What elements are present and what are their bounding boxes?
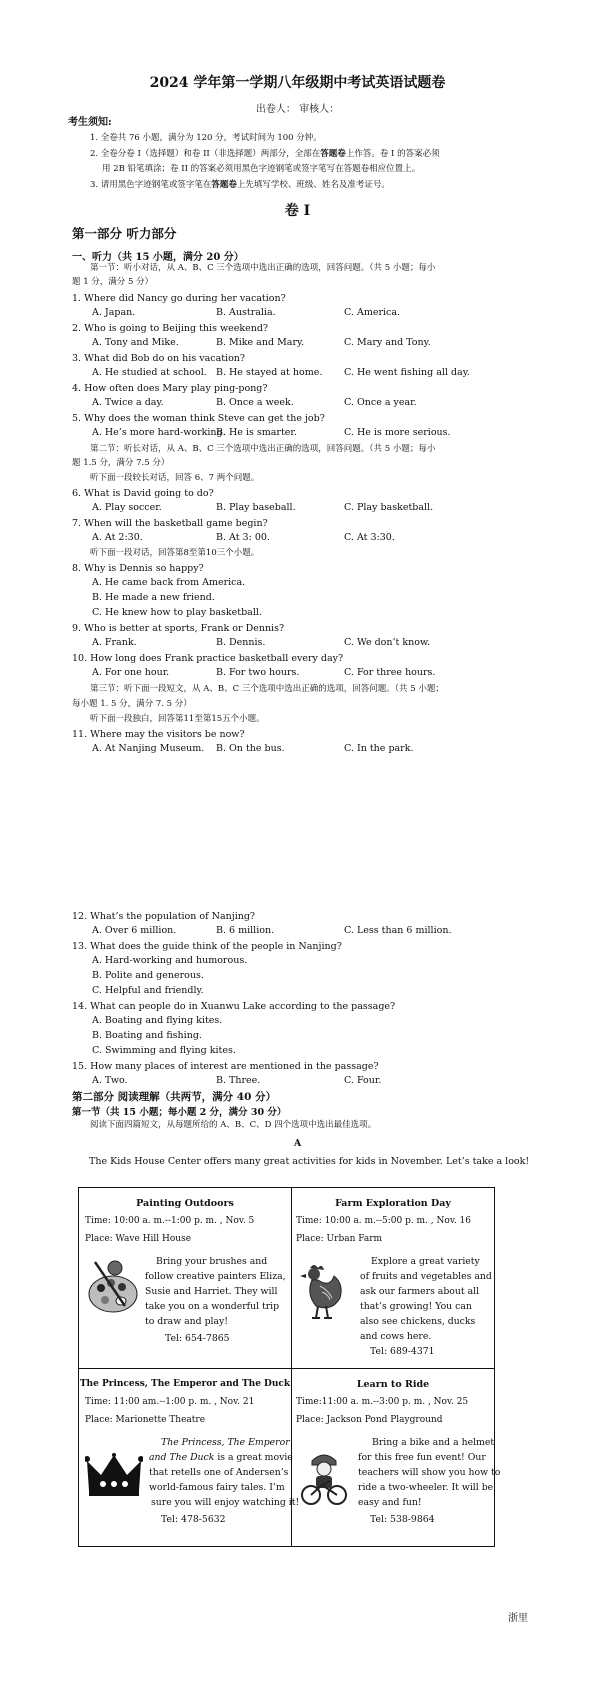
activity-time: Time: 10:00 a. m.--5:00 p. m. , Nov. 16 bbox=[296, 1216, 472, 1226]
question-text: 6. What is David going to do? bbox=[72, 488, 214, 499]
activity-place: Place: Urban Farm bbox=[296, 1234, 383, 1244]
reading-section-heading: 第一节（共 15 小题；每小题 2 分，满分 30 分） bbox=[72, 1107, 287, 1118]
option-a: A. He’s more hard-working. bbox=[92, 427, 226, 438]
activity-desc-line: and The Duck is a great movie bbox=[149, 1452, 293, 1463]
option-c: C. Swimming and flying kites. bbox=[92, 1045, 236, 1056]
notice-item-2a: 2. 全卷分卷 I（选择题）和卷 II（非选择题）两部分，全部在答题卷上作答。卷 I 的答案必须 bbox=[90, 149, 440, 159]
activity-tel: Tel: 538-9864 bbox=[370, 1514, 435, 1525]
activity-place: Place: Marionette Theatre bbox=[85, 1415, 206, 1425]
chicken-icon bbox=[296, 1260, 346, 1322]
option-c: C. For three hours. bbox=[344, 667, 436, 678]
option-b: B. He is smarter. bbox=[216, 427, 297, 438]
option-a: A. Japan. bbox=[92, 307, 136, 318]
option-c: C. We don’t know. bbox=[344, 637, 430, 648]
option-c: C. Once a year. bbox=[344, 397, 417, 408]
option-b: B. Play baseball. bbox=[216, 502, 296, 513]
option-a: A. Hard-working and humorous. bbox=[92, 955, 248, 966]
option-c: C. He is more serious. bbox=[344, 427, 451, 438]
activity-desc-line: that’s growing! You can bbox=[360, 1301, 472, 1312]
section2-note-1: 听下面一段较长对话，回答 6、7 两个问题。 bbox=[90, 473, 260, 483]
option-c: C. America. bbox=[344, 307, 401, 318]
activity-title: Farm Exploration Day bbox=[335, 1198, 451, 1209]
notice-item-1: 1. 全卷共 76 小题，满分为 120 分，考试时间为 100 分钟。 bbox=[90, 133, 322, 143]
section2-note-2: 听下面一段对话，回答第8至第10三个小题。 bbox=[90, 548, 260, 558]
activity-desc-line: for this free fun event! Our bbox=[358, 1452, 486, 1463]
option-a: A. He studied at school. bbox=[92, 367, 207, 378]
activity-time: Time:11:00 a. m.--3:00 p. m. , Nov. 25 bbox=[296, 1397, 469, 1407]
activities-table bbox=[78, 1187, 501, 1547]
activity-desc-line: ride a two-wheeler. It will be bbox=[358, 1482, 494, 1493]
activity-desc-line: ask our farmers about all bbox=[360, 1286, 480, 1297]
option-b: B. He stayed at home. bbox=[216, 367, 323, 378]
option-c: C. Helpful and friendly. bbox=[92, 985, 204, 996]
passage-label: A bbox=[293, 1138, 302, 1149]
activity-title: Painting Outdoors bbox=[136, 1198, 234, 1209]
activity-desc-line: world-famous fairy tales. I’m bbox=[149, 1482, 285, 1493]
question-text: 3. What did Bob do on his vacation? bbox=[72, 353, 246, 364]
option-b: B. Dennis. bbox=[216, 637, 266, 648]
option-a: A. Over 6 million. bbox=[92, 925, 177, 936]
section3-instruction: 第三节：听下面一段短文，从 A、B、C 三个选项中选出正确的选项，回答问题。（共 5 小题； bbox=[90, 684, 444, 694]
option-a: A. Boating and flying kites. bbox=[92, 1015, 223, 1026]
activity-desc-line: Bring a bike and a helmet bbox=[372, 1437, 495, 1448]
option-a: A. For one hour. bbox=[92, 667, 170, 678]
notice-item-2b: 用 2B 铅笔填涂；卷 II 的答案必须用黑色字迹钢笔或签字笔写在答题卷相应位置上。 bbox=[102, 164, 421, 174]
option-a: A. Twice a day. bbox=[92, 397, 164, 408]
section2-instruction-2: 题 1.5 分，满分 7.5 分） bbox=[72, 458, 170, 468]
question-text: 9. Who is better at sports, Frank or Dennis? bbox=[72, 623, 285, 634]
activity-title: The Princess, The Emperor and The Duck bbox=[79, 1379, 291, 1389]
painter-palette-icon bbox=[85, 1256, 143, 1318]
option-b: B. Three. bbox=[216, 1075, 261, 1086]
kid-on-bike-icon bbox=[300, 1451, 348, 1507]
option-b: B. Polite and generous. bbox=[92, 970, 204, 981]
option-a: A. Two. bbox=[92, 1075, 128, 1086]
section3-instruction-2: 每小题 1. 5 分，满分 7. 5 分） bbox=[72, 699, 192, 709]
option-a: A. At Nanjing Museum. bbox=[92, 743, 205, 754]
activity-desc-line: sure you will enjoy watching it! bbox=[151, 1497, 300, 1508]
activity-tel: Tel: 654-7865 bbox=[165, 1333, 230, 1344]
option-b: B. For two hours. bbox=[216, 667, 300, 678]
section1-instruction-2: 题 1 分，满分 5 分） bbox=[72, 277, 154, 287]
activity-desc-line: easy and fun! bbox=[358, 1497, 422, 1508]
notice-heading: 考生须知: bbox=[68, 117, 112, 128]
footer-mark: 浙里 bbox=[508, 1613, 528, 1624]
question-text: 1. Where did Nancy go during her vacation? bbox=[72, 293, 286, 304]
option-c: C. Play basketball. bbox=[344, 502, 434, 513]
activity-tel: Tel: 689-4371 bbox=[370, 1346, 435, 1357]
activity-desc-line: take you on a wonderful trip bbox=[145, 1301, 280, 1312]
question-text: 14. What can people do in Xuanwu Lake according to the passage? bbox=[72, 1001, 396, 1012]
option-b: B. 6 million. bbox=[216, 925, 275, 936]
option-c: C. At 3:30. bbox=[344, 532, 395, 543]
question-text: 4. How often does Mary play ping-pong? bbox=[72, 383, 268, 394]
option-c: C. Four. bbox=[344, 1075, 382, 1086]
activity-place: Place: Wave Hill House bbox=[85, 1234, 192, 1244]
activity-desc-line: also see chickens, ducks bbox=[360, 1316, 476, 1327]
option-a: A. Play soccer. bbox=[92, 502, 162, 513]
option-b: B. At 3: 00. bbox=[216, 532, 270, 543]
option-b: B. Once a week. bbox=[216, 397, 294, 408]
question-text: 8. Why is Dennis so happy? bbox=[72, 563, 204, 574]
activity-desc-line: Explore a great variety bbox=[371, 1256, 480, 1267]
activity-desc-line: and cows here. bbox=[360, 1331, 432, 1342]
option-a: A. Frank. bbox=[92, 637, 137, 648]
question-text: 7. When will the basketball game begin? bbox=[72, 518, 268, 529]
activity-title: Learn to Ride bbox=[356, 1379, 430, 1390]
activity-desc-line: The Princess, The Emperor bbox=[161, 1437, 290, 1448]
option-c: C. Mary and Tony. bbox=[344, 337, 431, 348]
activity-painting-outdoors bbox=[79, 1188, 291, 1368]
activity-princess-movie bbox=[79, 1369, 300, 1547]
activity-desc-line: follow creative painters Eliza, bbox=[145, 1271, 286, 1282]
option-c: C. In the park. bbox=[344, 743, 414, 754]
volume-label: 卷 I bbox=[284, 203, 311, 219]
section1-instruction: 第一节：听小对话，从 A、B、C 三个选项中选出正确的选项，回答问题。（共 5 小题；每小 bbox=[90, 263, 436, 273]
passage-intro: The Kids House Center offers many great activities for kids in November. Let’s take a look! bbox=[89, 1156, 530, 1167]
crown-icon bbox=[85, 1453, 143, 1497]
question-text: 15. How many places of interest are mentioned in the passage? bbox=[72, 1061, 379, 1072]
part2-heading: 第二部分 阅读理解（共两节，满分 40 分） bbox=[72, 1091, 277, 1103]
option-c: C. He went fishing all day. bbox=[344, 367, 470, 378]
activity-time: Time: 11:00 am.--1:00 p. m. , Nov. 21 bbox=[85, 1397, 255, 1407]
page-title: 2024 学年第一学期八年级期中考试英语试题卷 bbox=[149, 75, 446, 91]
activity-desc-line: Susie and Harriet. They will bbox=[145, 1286, 278, 1297]
option-b: B. On the bus. bbox=[216, 743, 285, 754]
activity-desc-line: of fruits and vegetables and bbox=[360, 1271, 492, 1282]
option-c: C. Less than 6 million. bbox=[344, 925, 452, 936]
option-b: B. Australia. bbox=[216, 307, 276, 318]
option-a: A. He came back from America. bbox=[92, 577, 246, 588]
question-text: 11. Where may the visitors be now? bbox=[72, 729, 245, 740]
section3-note: 听下面一段独白，回答第11至第15五个小题。 bbox=[90, 714, 265, 724]
option-a: A. At 2:30. bbox=[92, 532, 143, 543]
activity-place: Place: Jackson Pond Playground bbox=[296, 1415, 443, 1425]
question-text: 13. What does the guide think of the people in Nanjing? bbox=[72, 941, 342, 952]
option-b: B. He made a new friend. bbox=[92, 592, 215, 603]
question-text: 10. How long does Frank practice basketball every day? bbox=[72, 653, 344, 664]
activity-desc-line: Bring your brushes and bbox=[156, 1256, 268, 1267]
option-c: C. He knew how to play basketball. bbox=[92, 607, 262, 618]
authors-line: 出卷人： 审核人： bbox=[255, 104, 340, 115]
activity-tel: Tel: 478-5632 bbox=[161, 1514, 226, 1525]
activity-time: Time: 10:00 a. m.--1:00 p. m. , Nov. 5 bbox=[85, 1216, 255, 1226]
activity-farm-exploration bbox=[292, 1188, 494, 1368]
question-text: 2. Who is going to Beijing this weekend? bbox=[72, 323, 269, 334]
listening-section-heading: 一、听力（共 15 小题，满分 20 分） bbox=[72, 252, 244, 263]
activity-desc-line: teachers will show you how to bbox=[358, 1467, 501, 1478]
part1-heading: 第一部分 听力部分 bbox=[72, 226, 177, 241]
option-b: B. Boating and fishing. bbox=[92, 1030, 202, 1041]
notice-item-3: 3. 请用黑色字迹钢笔或签字笔在答题卷上先填写学校、班级、姓名及准考证号。 bbox=[90, 180, 390, 190]
question-text: 12. What’s the population of Nanjing? bbox=[72, 911, 256, 922]
question-text: 5. Why does the woman think Steve can get the job? bbox=[72, 413, 325, 424]
activity-learn-to-ride bbox=[292, 1369, 501, 1547]
reading-instruction: 阅读下面四篇短文，从每题所给的 A、B、C、D 四个选项中选出最佳选项。 bbox=[90, 1120, 377, 1130]
activity-desc-line: that retells one of Andersen’s bbox=[149, 1467, 289, 1478]
activity-desc-line: to draw and play! bbox=[145, 1316, 229, 1327]
option-b: B. Mike and Mary. bbox=[216, 337, 305, 348]
section2-instruction: 第二节：听长对话，从 A、B、C 三个选项中选出正确的选项，回答问题。（共 5 小题；每小 bbox=[90, 444, 436, 454]
option-a: A. Tony and Mike. bbox=[92, 337, 179, 348]
